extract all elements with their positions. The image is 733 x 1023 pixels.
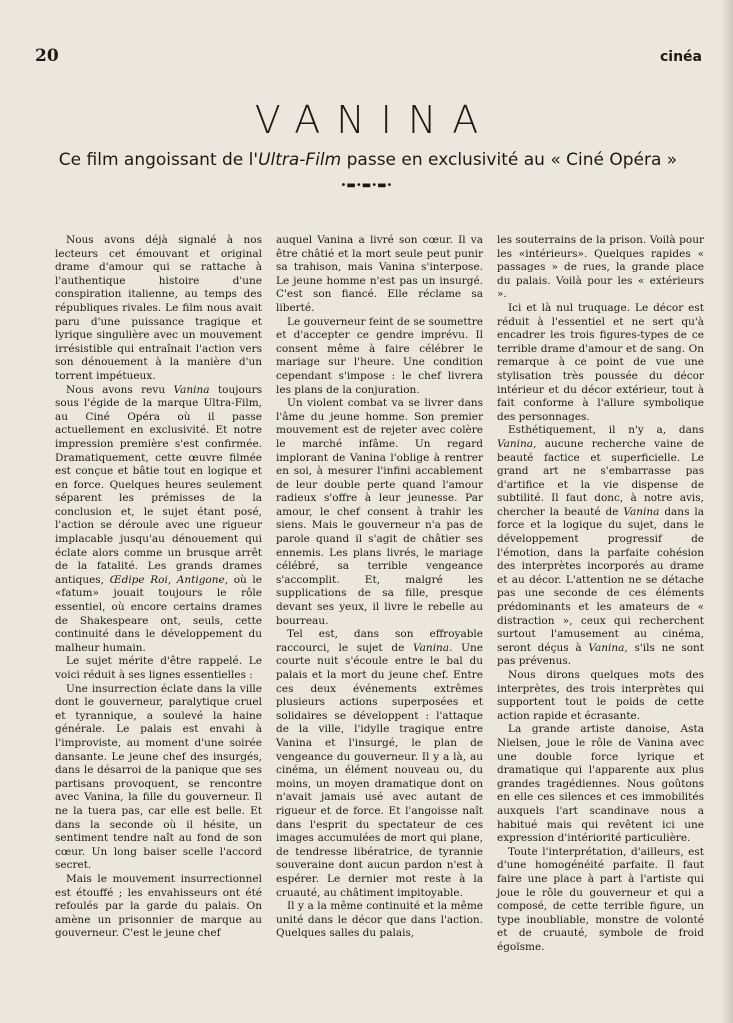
paragraph-text: auquel Vanina a livré son cœur. Il va être châtié et la mort seule peut punir sa trahison, mais Vanina s'interpose. Le jeune homme n'est pas un insurgé. C'est son fiancé. Elle réclame sa liberté. (276, 234, 483, 314)
italic-title: Vanina (623, 505, 660, 518)
article-subtitle (28, 150, 708, 170)
paragraph-text: Nous avons déjà signalé à nos lecteurs cet émouvant et original drame d'amour qui se rattache à l'authentique histoire d'une conspiration italienne, au temps des républiques rivales. Le film nous avait paru d'une puissance tragique et lyrique singulière avec un mouvement irrésistible qui entraînait l'action vers son dénouement à la manière d'un torrent impétueux. (55, 234, 262, 382)
paragraph-text: Mais le mouvement insurrectionnel est étouffé ; les envahisseurs ont été refoulés par la garde du palais. On amène un prisonnier de marque au gouverneur. C'est le jeune chef (55, 872, 262, 940)
paragraph-text: toujours sous l'égide de la marque Ultra-Film, au Ciné Opéra où il passe actuellement en exclusivité. Et notre impression première s'est confirmée. Dramatiquement, cette œuvre filmée est conçue et bâtie tout en logique et en force. Quelques heures seulement séparent les prémisses de la conclusion et, le sujet étant posé, l'action se déroule avec une rigueur implacable jusqu'au dénouement qui éclate alors comme un brusque arrêt de la fatalité. Les grands drames antiques, (55, 383, 262, 586)
paragraph-text: . Une courte nuit s'écoule entre le bal du palais et la mort du jeune chef. Entre ces deux événements extrêmes plusieurs actions superposées et solidaires se développent : l'attaque de la ville, l'idylle tragique entre Vanina et l'insurgé, le plan de vengeance du gouverneur. Il y a là, au cinéma, un élément nouveau ou, du moins, un moyen dramatique dont on n'avait jamais usé avec autant de rigueur et de force. Et l'angoisse naît dans l'esprit du spectateur de ces images accumulées de mort qui plane, de tendresse libératrice, de tyrannie souveraine dont aucun pardon n'est à espérer. Le dernier mot reste à la cruauté, au châtiment impitoyable. (276, 641, 483, 899)
paragraph (276, 234, 483, 316)
paragraph-text: Toute l'interprétation, d'ailleurs, est d'une homogénéité parfaite. Il faut faire une place à part à l'artiste qui joue le rôle du gouverneur et qui a composé, de cette terrible figure, un type inoubliable, monstre de volonté et de cruauté, symbole de froid égoïsme. (497, 845, 704, 953)
paragraph (497, 302, 704, 424)
paragraph-text: aucune recherche vaine de beauté factice et superficielle. Le grand art ne s'embarrasse pas d'artifice et la vie dispense de subtilité. Il faut donc, à notre avis, chercher la beauté de (497, 437, 704, 518)
column-3 (497, 234, 704, 954)
paragraph (276, 900, 483, 941)
subtitle-start: Ce film angoissant de l' (58, 150, 259, 170)
paragraph (497, 234, 704, 302)
column-1 (55, 234, 262, 954)
magazine-name: cinéa (659, 49, 702, 65)
paragraph (497, 723, 704, 845)
italic-title: Vanina (173, 383, 210, 396)
paragraph (55, 384, 262, 656)
paragraph-text: les souterrains de la prison. Voilà pour les «intérieurs». Quelques rapides « passages » de rues, la grande place du palais. Voilà pour les « extérieurs ». (497, 234, 704, 301)
subtitle-end: passe en exclusivité au « Ciné Opéra » (341, 150, 678, 170)
subtitle-film-company: Ultra-Film (258, 150, 342, 170)
page-number: 20 (35, 46, 59, 66)
paragraph (55, 655, 262, 682)
paragraph-text: Il y a la même continuité et la même unité dans le décor que dans l'action. Quelques salles du palais, (276, 900, 483, 940)
paragraph (55, 234, 262, 384)
paragraph-text: Nous dirons quelques mots des interprètes, des trois interprètes qui supportent tout le poids de cette action rapide et écrasante. (497, 669, 704, 722)
ornament-divider: •▬•▬•▬• (340, 180, 393, 191)
italic-title: Œdipe Roi, Antigone, (109, 573, 229, 586)
paragraph-text: Un violent combat va se livrer dans l'âme du jeune homme. Son premier mouvement est de rejeter avec colère le marché infâme. Un regard implorant de Vanina l'oblige à rentrer en soi, à mesurer l'infini accablement de leur double perte quand l'amour radieux s'offre à leur jeunesse. Par amour, le chef consent à trahir les siens. Mais le gouverneur n'a pas de parole quand il s'agit de châtier ses ennemis. Les plans livrés, le mariage célébré, sa terrible vengeance s'accomplit. Et, malgré les supplications de sa fille, presque devant ses yeux, il livre le rebelle au bourreau. (276, 397, 483, 627)
italic-title: Vanina, (588, 641, 628, 654)
paragraph (55, 873, 262, 941)
paragraph-text: Ici et là nul truquage. Le décor est réduit à l'essentiel et ne sert qu'à encadrer les trois figures-types de ce terrible drame d'amour et de sang. On remarque à ce point de vue une stylisation très poussée du décor intérieur et du décor extérieur, tout à fait conforme à l'allure symbolique des personnages. (497, 301, 704, 423)
italic-title: Vanina, (497, 437, 537, 450)
paragraph-text: Le gouverneur feint de se soumettre et d'accepter ce gendre imprévu. Il consent même à faire célébrer le mariage sur l'heure. Une condition cependant s'impose : le chef livrera les plans de la conjuration. (276, 315, 483, 396)
article-body (55, 234, 705, 954)
paragraph-text: Une insurrection éclate dans la ville dont le gouverneur, paralytique cruel et tyrannique, a soulevé la haine générale. Le palais est envahi à l'improviste, au moment d'une soirée dansante. Le jeune chef des insurgés, dans le désarroi de la panique que ses partisans provoquent, se rencontre avec Vanina, la fille du gouverneur. Il ne la tuera pas, car elle est belle. Et dans la seconde où il hésite, un sentiment tendre naît au fond de son cœur. Un long baiser scelle l'accord secret. (55, 682, 262, 872)
paragraph (497, 846, 704, 955)
paragraph (497, 424, 704, 669)
italic-title: Vanina (413, 641, 450, 654)
paragraph-text: Esthétiquement, il n'y a, dans (508, 424, 704, 437)
article-title: VANINA (254, 98, 495, 142)
paragraph-text: s'ils ne sont pas prévenus. (497, 641, 705, 668)
paragraph-text: dans la force et la logique du sujet, dans le développement progressif de l'émotion, dans la parfaite cohésion des interprètes incorporés au drame et au décor. L'attention ne se détache pas une seconde de ces éléments prédominants et les amateurs de « distraction », ceux qui recherchent surtout l'amusement au cinéma, seront déçus à (497, 505, 704, 654)
paragraph-text: où le «fatum» jouait toujours le rôle essentiel, où encore certains drames de Shakespeare ont, seuls, cette continuité dans le développement du malheur humain. (55, 573, 262, 654)
paragraph (276, 628, 483, 900)
paragraph-text: Tel est, dans son effroyable raccourci, le sujet de (276, 628, 483, 654)
paragraph (276, 316, 483, 398)
paragraph (55, 683, 262, 873)
paragraph (276, 397, 483, 628)
page-edge-shadow (721, 0, 733, 1023)
paragraph-text: Nous avons revu (66, 383, 174, 396)
paragraph-text: Le sujet mérite d'être rappelé. Le voici réduit à ses lignes essentielles : (55, 655, 262, 681)
paragraph-text: La grande artiste danoise, Asta Nielsen, joue le rôle de Vanina avec une double force lyrique et dramatique qui l'apparente aux plus grandes tragédiennes. Nous goûtons en elle ces silences et ces immobilités auxquels l'art scandinave nous a habitué mais qui revêtent ici une expression d'intériorité particulière. (497, 723, 704, 845)
paragraph (497, 669, 704, 723)
column-2 (276, 234, 483, 954)
